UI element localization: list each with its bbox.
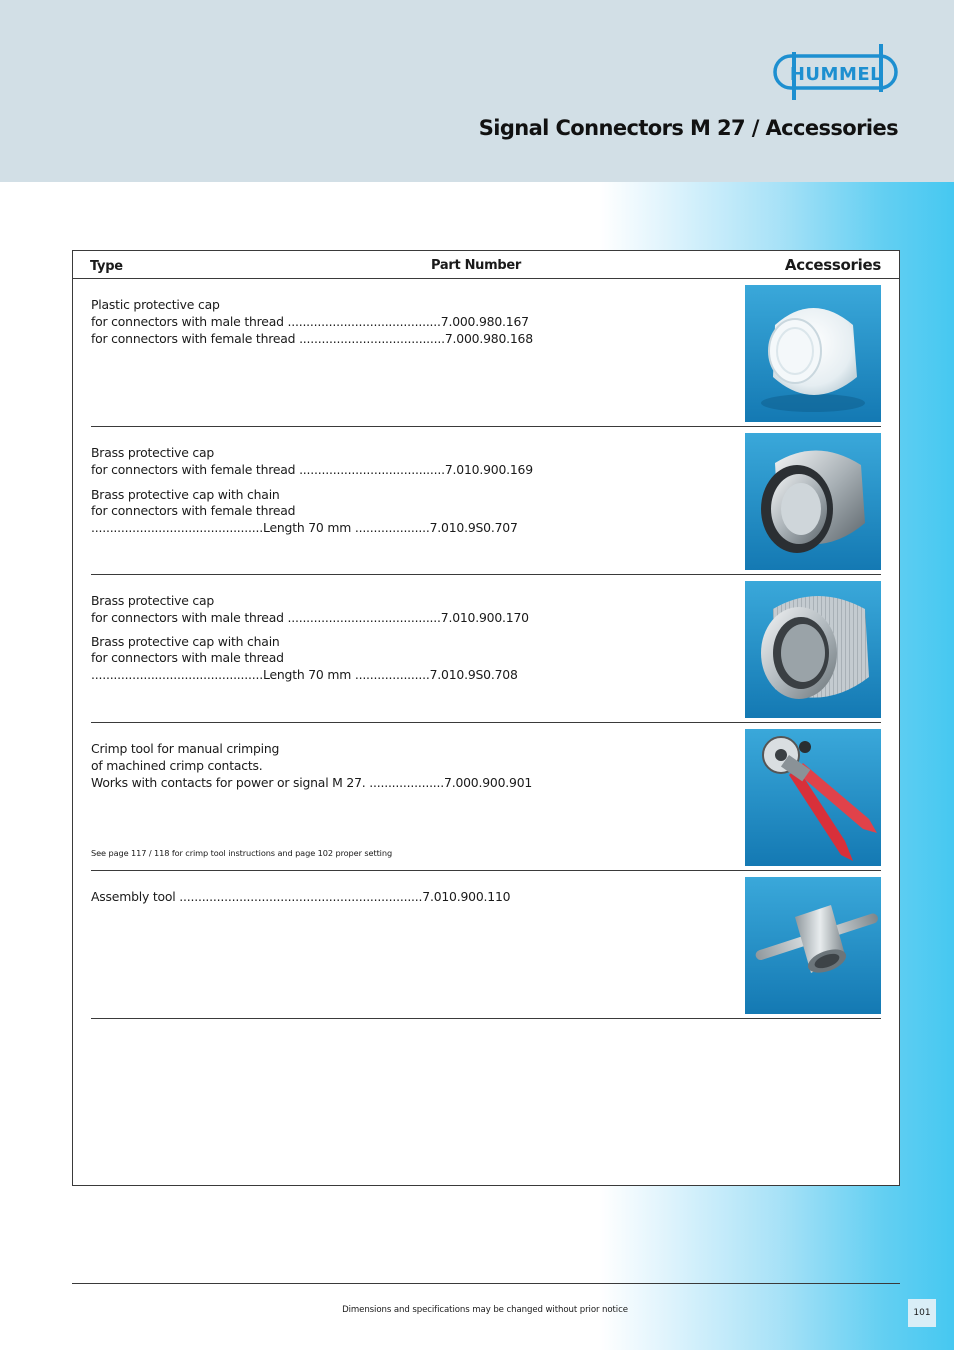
row-line: Brass protective cap	[91, 593, 215, 608]
brass-cap-male-photo	[745, 581, 881, 718]
row-line: ..............................................Length 70 mm ....................7.010.9S0.707	[91, 520, 518, 536]
assembly-tool-photo	[745, 877, 881, 1014]
row-description	[91, 741, 741, 791]
plastic-cap-photo	[745, 285, 881, 422]
row-line: of machined crimp contacts.	[91, 757, 263, 773]
table-row-crimp-tool	[91, 723, 881, 871]
table-row-plastic-cap	[91, 279, 881, 427]
row-line: Brass protective cap	[91, 445, 215, 460]
row-description	[91, 445, 741, 537]
row-line: for connectors with female thread .......................................7.010.900.169	[91, 461, 533, 477]
row-line: for connectors with male thread	[91, 650, 284, 666]
column-header-part-number: Part Number	[431, 258, 522, 273]
brass-cap-female-photo	[745, 433, 881, 570]
row-line: Assembly tool .................................................................7.010.900.110	[91, 889, 511, 904]
row-line: for connectors with male thread .........................................7.000.980.167	[91, 313, 529, 329]
section-title-accessories: Accessories	[784, 256, 881, 274]
row-line: Plastic protective cap	[91, 297, 220, 312]
page-number: 101	[908, 1299, 936, 1327]
row-line: for connectors with male thread .........................................7.010.900.170	[91, 609, 529, 625]
row-line: Crimp tool for manual crimping	[91, 741, 280, 756]
crimp-tool-photo	[745, 729, 881, 866]
table-row-brass-cap-male	[91, 575, 881, 723]
row-description	[91, 593, 741, 684]
hummel-logo	[772, 44, 900, 102]
table-row-assembly-tool	[91, 871, 881, 1019]
page-title: Signal Connectors M 27 / Accessories	[478, 116, 898, 140]
column-header-type: Type	[90, 259, 123, 274]
row-line: ..............................................Length 70 mm ....................7.010.9S0.708	[91, 667, 518, 683]
accessories-table	[72, 250, 900, 1186]
row-description	[91, 889, 741, 906]
row-line: Brass protective cap with chain	[91, 633, 280, 649]
crimp-tool-note: See page 117 / 118 for crimp tool instructions and page 102 proper setting	[91, 848, 393, 858]
footer-rule	[72, 1283, 900, 1284]
line-spacer	[91, 479, 741, 487]
svg-text:HUMMEL: HUMMEL	[789, 64, 883, 85]
footer-note: Dimensions and specifications may be changed without prior notice	[342, 1305, 628, 1315]
row-line: Works with contacts for power or signal M 27. ....................7.000.900.901	[91, 774, 533, 790]
table-row-brass-cap-female	[91, 427, 881, 575]
table-header	[73, 251, 899, 279]
row-line: for connectors with female thread .......................................7.000.980.168	[91, 330, 533, 346]
row-line: Brass protective cap with chain	[91, 486, 280, 502]
page-header	[0, 0, 954, 182]
row-line: for connectors with female thread	[91, 503, 296, 519]
row-description	[91, 297, 741, 347]
